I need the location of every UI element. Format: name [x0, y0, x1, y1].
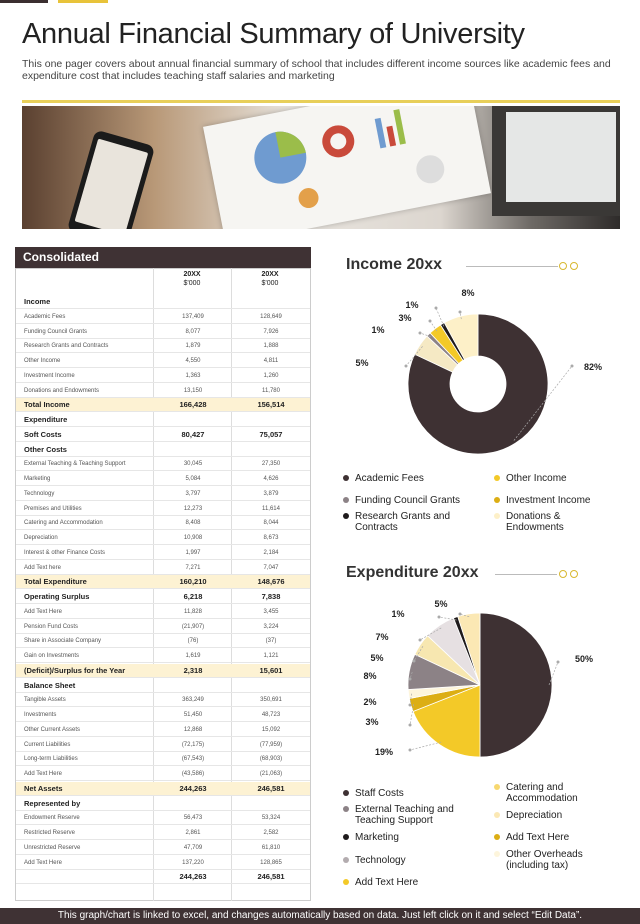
row-value-2: 4,626 [263, 476, 279, 482]
legend-label: Other Income [506, 473, 567, 484]
leader-dot [459, 311, 462, 314]
slice-label: 8% [461, 288, 475, 298]
row-label: Total Income [24, 400, 70, 410]
leader-line [410, 742, 441, 750]
legend-swatch [343, 790, 349, 796]
row-value-2: 3,879 [263, 490, 279, 497]
row-value-2: 11,780 [262, 387, 280, 394]
table-row [16, 797, 310, 811]
legend-swatch [494, 834, 500, 840]
legend-label: Research Grants and Contracts [355, 511, 451, 533]
column-header-2: 20XX $'000 [261, 271, 279, 287]
leader-dot [438, 616, 441, 619]
page-title: Annual Financial Summary of University [22, 18, 525, 50]
table-row [16, 502, 310, 516]
row-value-2: 128,649 [260, 313, 282, 320]
row-label: Add Text here [24, 564, 61, 571]
row-value-2: 148,676 [257, 577, 285, 587]
row-label: Funding Council Grants [24, 328, 88, 335]
row-label: Donations and Endowments [24, 387, 100, 394]
row-value-1: 1,997 [185, 549, 201, 556]
table-row [16, 634, 310, 648]
laptop-image [492, 106, 620, 216]
slice-label: 50% [574, 654, 594, 664]
row-value-1: (76) [187, 638, 199, 645]
legend-swatch [343, 475, 349, 481]
legend-swatch [494, 784, 500, 790]
legend-swatch [343, 497, 349, 503]
leader-dot [419, 639, 422, 642]
row-value-1: 2,861 [185, 830, 201, 836]
slice-label: 8% [363, 671, 377, 681]
income-title-ring [570, 262, 578, 270]
row-value-1: 47,709 [183, 844, 203, 851]
table-row [16, 708, 310, 722]
row-label: Marketing [24, 476, 51, 482]
row-label: (Deficit)/Surplus for the Year [24, 665, 126, 675]
table-row [16, 870, 310, 884]
row-value-1: 5,084 [185, 476, 201, 482]
expenditure-chart-title: Expenditure 20xx [346, 564, 479, 581]
row-value-2: 246,581 [257, 872, 285, 882]
leader-dot [409, 678, 412, 681]
income-title-line [466, 266, 558, 267]
table-row [16, 561, 310, 575]
row-value-1: 80,427 [181, 429, 205, 439]
slice-label: 2% [363, 697, 377, 707]
table-row [16, 649, 310, 663]
table-row [16, 531, 310, 545]
row-value-2: 350,691 [260, 697, 282, 704]
table-row [16, 767, 310, 781]
legend-label: Add Text Here [506, 832, 570, 843]
row-value-1: 56,473 [183, 815, 203, 822]
leader-dot [429, 320, 432, 323]
leader-dot [409, 724, 412, 727]
table-row [16, 752, 310, 766]
expenditure-title-ring [570, 570, 578, 578]
row-label: Total Expenditure [24, 577, 87, 587]
table-row [16, 782, 310, 796]
leader-dot [435, 307, 438, 310]
table-heading: Consolidated [15, 247, 311, 268]
table-row [16, 398, 310, 412]
row-label: Other Income [24, 358, 61, 364]
row-value-1: 51,450 [183, 712, 203, 718]
legend-swatch [343, 806, 349, 812]
row-label: Add Text Here [24, 608, 62, 615]
row-value-2: (68,903) [259, 756, 283, 763]
row-value-1: 3,797 [185, 490, 201, 497]
phone-image [67, 129, 156, 229]
row-label: Research Grants and Contracts [24, 343, 109, 350]
row-value-2: 2,582 [263, 830, 279, 836]
row-value-1: 4,550 [185, 358, 201, 364]
row-value-1: 363,249 [182, 697, 204, 704]
table-row [16, 443, 310, 457]
table-row [16, 472, 310, 486]
row-value-1: 6,218 [183, 592, 203, 601]
income-title-ring [559, 262, 567, 270]
row-value-2: 1,888 [263, 343, 279, 350]
row-value-2: (77,959) [259, 741, 283, 748]
row-value-1: (43,586) [181, 771, 205, 777]
income-donut-chart [340, 280, 620, 480]
row-value-2: 246,581 [257, 783, 285, 793]
table-row [16, 620, 310, 634]
legend-label: Depreciation [506, 810, 563, 821]
row-label: Academic Fees [24, 313, 66, 320]
footer-note: This graph/chart is linked to excel, and changes automatically based on data. Just left click on it and select “Edit Data”. [0, 908, 640, 924]
row-value-1: 2,318 [183, 665, 203, 675]
legend-label: Catering and Accommodation [506, 782, 578, 804]
top-accent-dark [0, 0, 48, 3]
row-value-2: 3,455 [263, 608, 279, 615]
table-row [16, 826, 310, 840]
leader-dot [409, 749, 412, 752]
legend-swatch [343, 879, 349, 885]
table-row [16, 428, 310, 442]
table-row [16, 590, 310, 604]
income-chart-title: Income 20xx [346, 256, 443, 273]
row-value-2: 7,047 [263, 564, 279, 571]
row-label: Gain on Investments [24, 653, 80, 659]
row-value-1: 137,220 [182, 859, 204, 866]
title-divider [22, 100, 620, 103]
row-value-2: 7,926 [263, 328, 279, 335]
row-label: Soft Costs [24, 429, 62, 439]
leader-dot [571, 365, 574, 368]
row-value-2: 4,811 [263, 358, 279, 364]
legend-label: Academic Fees [355, 473, 424, 484]
row-label: Other Current Assets [24, 726, 81, 733]
row-value-1: 30,045 [183, 461, 203, 468]
row-label: Other Costs [24, 444, 67, 454]
row-label: Investment Income [24, 372, 75, 379]
row-label: Long-term Liabilities [24, 756, 78, 763]
row-value-2: 2,184 [263, 549, 279, 556]
donut-slice [480, 613, 552, 757]
table-row [16, 841, 310, 855]
row-value-2: 7,838 [261, 592, 281, 601]
row-label: Premises and Utilities [24, 505, 82, 512]
slice-label: 5% [355, 358, 369, 368]
row-label: Represented by [24, 798, 81, 808]
table-row [16, 546, 310, 560]
table-row [16, 457, 310, 471]
legend-swatch [343, 834, 349, 840]
row-label: Depreciation [24, 535, 58, 541]
legend-label: Other Overheads (including tax) [506, 849, 583, 871]
legend-label: Staff Costs [355, 788, 404, 799]
legend-label: External Teaching and Teaching Support [355, 804, 454, 826]
expenditure-title-ring [559, 570, 567, 578]
table-row [16, 339, 310, 353]
leader-dot [405, 365, 408, 368]
row-value-1: (21,907) [181, 623, 205, 630]
row-value-2: 53,324 [261, 815, 281, 822]
expenditure-donut-chart [340, 590, 620, 780]
row-value-1: 137,409 [182, 313, 204, 320]
row-value-2: 8,673 [263, 535, 279, 541]
column-header-1: 20XX $'000 [183, 271, 201, 287]
table-row [16, 664, 310, 678]
table-row [16, 487, 310, 501]
row-value-1: 8,077 [185, 328, 201, 335]
row-label: Add Text Here [24, 771, 62, 777]
row-label: Tangible Assets [24, 697, 66, 704]
row-value-1: 12,868 [183, 726, 203, 733]
row-value-1: 1,879 [185, 343, 201, 350]
table-row [16, 516, 310, 530]
row-value-2: 8,044 [263, 520, 279, 527]
expenditure-title-line [495, 574, 557, 575]
row-value-2: 128,865 [260, 859, 282, 866]
page-subtitle: This one pager covers about annual financial summary of school that includes different income sources like academic fees and expenditure cost that includes teaching staff salaries and marketing [22, 58, 611, 82]
legend-label: Donations & Endowments [506, 511, 564, 533]
row-value-1: 8,408 [185, 520, 201, 527]
row-label: Pension Fund Costs [24, 623, 79, 630]
table-row [16, 413, 310, 427]
row-label: Technology [24, 490, 55, 497]
row-value-2: 15,601 [259, 665, 283, 675]
leader-dot [409, 704, 412, 707]
hero-photo [22, 106, 620, 229]
row-label: Net Assets [24, 783, 63, 793]
row-label: Restricted Reserve [24, 830, 76, 836]
table-row [16, 723, 310, 737]
row-label: Income [24, 297, 51, 306]
row-value-2: 75,057 [259, 429, 283, 439]
row-value-2: 11,614 [262, 505, 280, 512]
legend-label: Marketing [355, 832, 399, 843]
slice-label: 82% [583, 362, 603, 372]
row-value-2: 48,723 [261, 712, 281, 718]
table-row [16, 575, 310, 589]
table-row [16, 811, 310, 825]
leader-dot [557, 661, 560, 664]
row-value-2: 61,810 [261, 844, 281, 851]
table-row [16, 693, 310, 707]
row-label: Expenditure [24, 415, 68, 424]
table-row [16, 384, 310, 398]
row-value-2: 27,350 [261, 461, 281, 468]
legend-swatch [494, 513, 500, 519]
row-label: Catering and Accommodation [24, 520, 103, 527]
row-value-2: 1,121 [263, 653, 279, 659]
row-label: Investments [24, 712, 57, 718]
legend-label: Investment Income [506, 495, 591, 506]
row-value-2: (37) [265, 638, 277, 645]
legend-label: Funding Council Grants [355, 495, 461, 506]
table-row [16, 679, 310, 693]
table-row [16, 354, 310, 368]
leader-dot [419, 332, 422, 335]
row-value-1: 7,271 [185, 564, 201, 571]
row-value-1: (72,175) [181, 741, 205, 748]
slice-label: 5% [370, 653, 384, 663]
slice-label: 7% [375, 632, 389, 642]
slice-label: 3% [365, 717, 379, 727]
legend-swatch [494, 851, 500, 857]
row-label: Unrestricted Reserve [24, 844, 81, 851]
table-row [16, 295, 310, 309]
table-row [16, 325, 310, 339]
slice-label: 1% [405, 300, 419, 310]
legend-swatch [343, 513, 349, 519]
row-label: External Teaching & Teaching Support [24, 461, 126, 468]
row-value-1: 10,908 [183, 535, 203, 541]
table-row [16, 605, 310, 619]
row-label: Balance Sheet [24, 680, 76, 690]
legend-swatch [494, 497, 500, 503]
row-label: Current Liabilities [24, 741, 71, 748]
row-label: Operating Surplus [24, 592, 90, 601]
row-value-2: 3,224 [263, 623, 279, 630]
table-row [16, 310, 310, 324]
slice-label: 19% [374, 747, 394, 757]
row-value-1: (67,543) [181, 756, 205, 763]
legend-swatch [494, 812, 500, 818]
row-value-1: 244,263 [179, 872, 207, 882]
row-value-2: 156,514 [257, 400, 285, 410]
row-value-1: 12,273 [183, 505, 203, 512]
row-value-1: 166,428 [179, 400, 207, 410]
table-row [16, 856, 310, 870]
report-paper-image [203, 106, 491, 229]
row-label: Share in Associate Company [24, 638, 102, 645]
top-accent-gold [58, 0, 108, 3]
row-value-1: 160,210 [179, 577, 207, 587]
row-value-1: 1,363 [185, 372, 201, 379]
legend-swatch [343, 857, 349, 863]
slice-label: 5% [434, 599, 448, 609]
row-value-1: 244,263 [179, 783, 207, 793]
slice-label: 1% [371, 325, 385, 335]
row-label: Endowment Reserve [24, 815, 80, 822]
row-label: Add Text Here [24, 859, 62, 866]
row-value-1: 13,150 [183, 387, 203, 394]
row-label: Interest & other Finance Costs [24, 549, 106, 556]
row-value-2: 15,092 [261, 726, 281, 733]
leader-dot [459, 613, 462, 616]
slice-label: 3% [398, 313, 412, 323]
legend-label: Add Text Here [355, 877, 419, 888]
leader-dot [413, 660, 416, 663]
row-value-2: 1,260 [263, 372, 279, 379]
table-row [16, 369, 310, 383]
legend-swatch [494, 475, 500, 481]
slice-label: 1% [391, 609, 405, 619]
table-row [16, 738, 310, 752]
row-value-2: (21,063) [259, 771, 283, 777]
row-value-1: 11,828 [184, 608, 202, 615]
legend-label: Technology [355, 855, 406, 866]
row-value-1: 1,619 [185, 653, 201, 659]
